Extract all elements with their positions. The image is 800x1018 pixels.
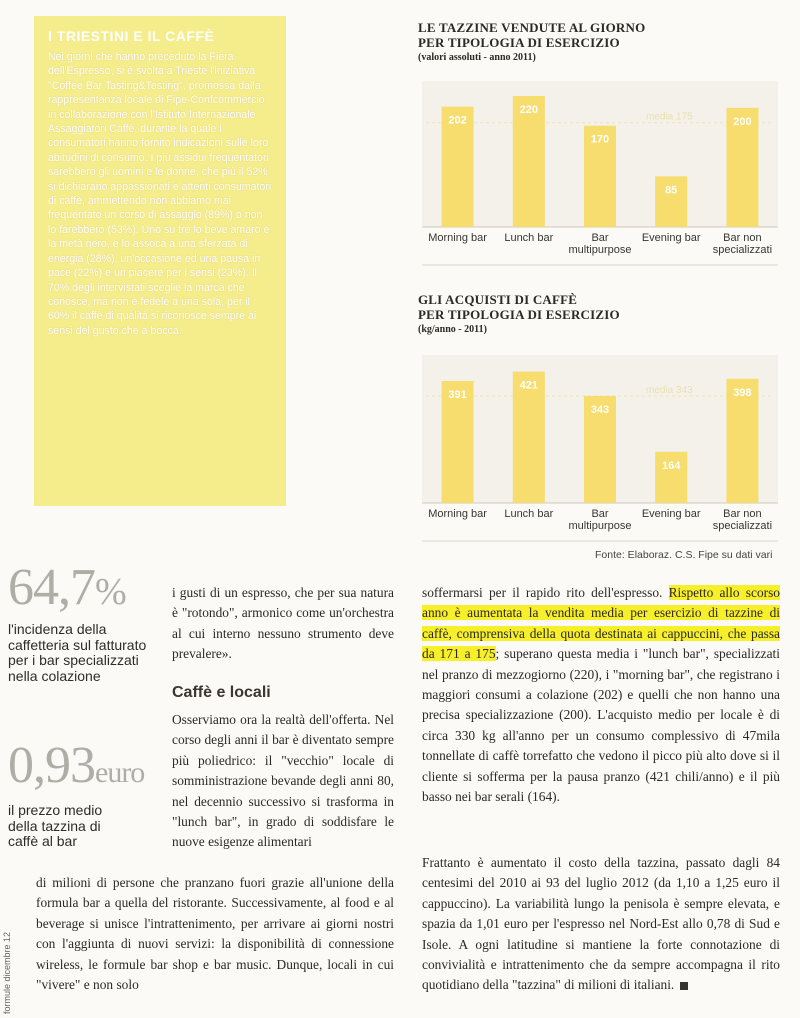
stat-label-incidenza: l'incidenza della caffetteria sul fatturato per i bar specializzati nella colazione (8, 621, 147, 684)
category-label: Morning bar (428, 232, 487, 244)
chart-title-line2: PER TIPOLOGIA DI ESERCIZIO (418, 307, 620, 322)
end-mark-icon (680, 982, 688, 990)
page-footer: formule dicembre 12 (2, 931, 12, 1014)
bar-value-label: 343 (590, 403, 610, 416)
bar-chart-tazzine (418, 67, 782, 275)
average-label: media 175 (646, 111, 693, 123)
category-label: Lunch bar (504, 232, 554, 244)
article-col2-p2 (422, 853, 780, 996)
category-label: specializzati (712, 520, 773, 532)
article-col1-body: Osserviamo ora la realtà dell'offerta. Nel corso degli anni il bar è diventato sempre più poliedrico: il "vecchio" locale di somministrazione bevande degli anni 80, nel decennio successivo si trasforma in "lunch bar", in grado di soddisfare le nuove esigenze alimentari (172, 712, 394, 850)
category-label: Morning bar (428, 508, 487, 520)
bar-value-label: 85 (665, 184, 678, 197)
category-label: multipurpose (568, 520, 632, 532)
chart-source: Fonte: Elaboraz. C.S. Fipe su dati vari (595, 549, 773, 561)
category-label: Bar non (723, 232, 762, 244)
category-label: multipurpose (568, 244, 632, 256)
chart-acquisti (418, 292, 782, 549)
bar-value-label: 391 (448, 388, 467, 401)
stat-label-prezzo: il prezzo medio della tazzina di caffè al bar (8, 802, 103, 849)
sidebar-title: I TRIESTINI E IL CAFFÈ (48, 28, 215, 44)
article-text: Frattanto è aumentato il costo della tazzina, passato dagli 84 centesimi del 2010 ai 93 del luglio 2012 (da 1,10 a 1,25 euro il cappuccino). La variabilità lungo la penisola è sempre elevata, e spazia da 1,01 euro per l'espresso nel Nord-Est allo 0,78 di Sud e Isole. A ogni latitudine si mantiene la forte connotazione di convivialità e intrattenimento che da sempre accompagna il rito quotidiano della "tazzina" di milioni di italiani. (422, 855, 780, 993)
sidebar-text: Nei giorni che hanno preceduto la Fiera dell'Espresso, si è svolta a Trieste l'iniziativa "Coffee Bar Tasting&Testing", promossa dalla rappresentanza locale di Fipe-Confcommercio in collaborazione con l'Istituto Internazionale Assaggiatori Caffè, durante la quale i consumatori hanno fornito indicazioni sulle loro abitudini di consumo. I più assidui frequentatori sarebbero gli uomini e le donne, che più il 52% si dichiarano appassionati e attenti consumatori di caffè, ammettendo non abbiamo mai frequentato un corso di assaggio (89%) o non lo farebbero (53%). Uno su tre lo beve amaro e la metà nero, e lo assocà a una sferzata di energia (28%), un'occasione ed una pausa in pace (22%) e un piacere per i sensi (23%). Il 70% degli intervistati sceglie la marca che conosce, ma non è fedele a una sola, per il 60% il caffè di qualità si riconosce sempre ai sensi del gusto che a bocca. (48, 51, 272, 337)
article-col1-intro: i gusti di un espresso, che per sua natura è "rotondo", armonico come un'orchestra al cui interno nessuno strumento deve prevalere». (172, 585, 394, 662)
category-label: specializzati (712, 244, 773, 256)
stat-value-prezzo: 0,93euro (8, 737, 145, 794)
chart-title-line1: GLI ACQUISTI DI CAFFÈ (418, 292, 578, 307)
article-text: ; superano questa media i "lunch bar", specializzati nel pranzo di mezzogiorno (220), i "morning bar", che registrano i maggiori consumi a colazione (202) e quelli che non hanno una precisa specializzazione (200). L'acquisto medio per locale è di circa 330 kg all'anno per un consumo complessivo di 47mila tonnellate di caffè torrefatto che vedono il picco più alto dove si il cliente si sofferma per la pausa pranzo (421 chili/anno) e il più basso nei bar serali (164). (422, 646, 780, 805)
chart-title-line1: LE TAZZINE VENDUTE AL GIORNO (418, 20, 646, 35)
stat-value-incidenza: 64,7% (8, 559, 126, 616)
chart-title-line2: PER TIPOLOGIA DI ESERCIZIO (418, 35, 620, 50)
category-label: Evening bar (641, 508, 701, 520)
bar-chart-acquisti (418, 339, 782, 549)
bar-value-label: 220 (519, 103, 538, 116)
bar-value-label: 421 (519, 379, 538, 392)
chart-subtitle: (valori assoluti - anno 2011) (418, 52, 536, 63)
average-label: media 343 (646, 384, 693, 396)
category-label: Evening bar (641, 232, 701, 244)
bar-value-label: 170 (590, 133, 610, 146)
article-col2-p1 (422, 583, 780, 807)
category-label: Lunch bar (504, 508, 554, 520)
category-label: Bar non (723, 508, 762, 520)
bar-value-label: 398 (733, 386, 752, 399)
bar-value-label: 164 (662, 459, 681, 472)
sidebar-box (34, 16, 286, 506)
bar-value-label: 202 (448, 114, 467, 127)
category-label: Bar (591, 232, 609, 244)
article-text: soffermarsi per il rapido rito dell'espresso. (422, 585, 669, 600)
chart-subtitle: (kg/anno - 2011) (418, 324, 487, 335)
bar-value-label: 200 (733, 115, 752, 128)
highlighted-text: Rispetto allo scorso anno è aumentata la vendita media per esercizio di tazzine di caffè, comprensiva della quota destinata ai cappuccini, che passa da 171 a 175 (422, 585, 780, 662)
article-col1-wide: di milioni di persone che pranzano fuori grazie all'unione della formula bar a quella del ristorante. Successivamente, al food e al beverage si unisce l'intrattenimento, per arrivare ai giorni nostri con l'aggiunta di nuovi servizi: la disponibilità di connessione wireless, le formule bar shop e bar music. Dunque, locali in cui "vivere" e non solo (36, 875, 394, 993)
section-heading: Caffè e locali (172, 684, 271, 701)
category-label: Bar (591, 508, 609, 520)
chart-tazzine (418, 20, 782, 275)
